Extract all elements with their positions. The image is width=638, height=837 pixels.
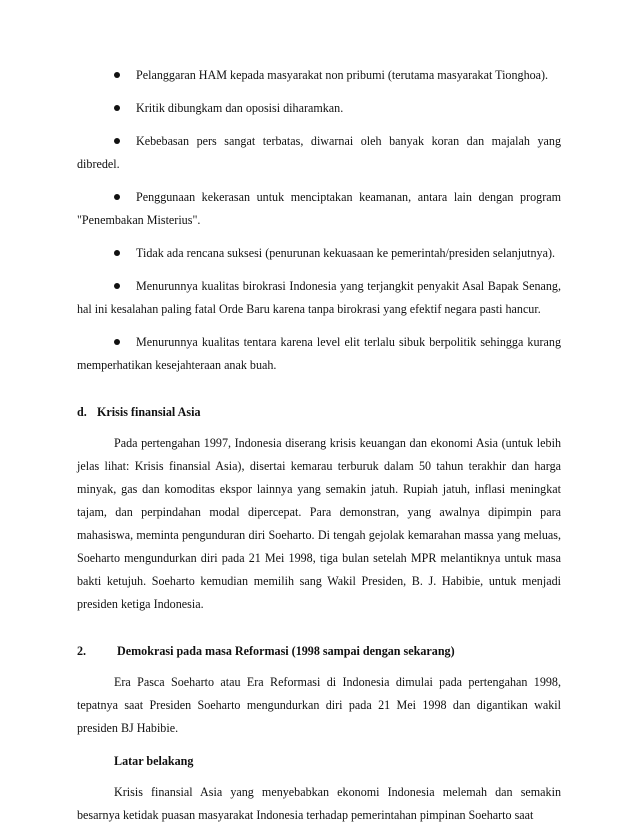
bullet-icon <box>114 283 120 289</box>
subheading-latar-belakang: Latar belakang <box>114 754 194 768</box>
bullet-item <box>77 331 561 377</box>
section-2-number: 2. <box>77 644 87 658</box>
bullet-icon <box>114 194 120 200</box>
section-2-paragraph: Era Pasca Soeharto atau Era Reformasi di Indonesia dimulai pada pertengahan 1998, tepatnya saat Presiden Soeharto mengundurkan diri pada 21 Mei 1998 dan digantikan wakil presiden BJ Habibie. <box>77 675 561 735</box>
section-d-letter: d. <box>77 405 87 419</box>
section-2-heading <box>77 640 561 663</box>
bullet-icon <box>114 339 120 345</box>
bullet-text: Penggunaan kekerasan untuk menciptakan keamanan, antara lain dengan program "Penembakan Misterius". <box>77 190 561 227</box>
section-d-title: Krisis finansial Asia <box>97 405 201 419</box>
bullet-icon <box>114 138 120 144</box>
bullet-text: Kebebasan pers sangat terbatas, diwarnai oleh banyak koran dan majalah yang dibredel. <box>77 134 561 171</box>
bullet-text: Tidak ada rencana suksesi (penurunan kekuasaan ke pemerintah/presiden selanjutnya). <box>136 246 555 260</box>
bullet-text: Menurunnya kualitas tentara karena level elit terlalu sibuk berpolitik sehingga kurang memperhatikan kesejahteraan anak buah. <box>77 335 561 372</box>
bullet-item <box>77 97 561 120</box>
bullet-icon <box>114 72 120 78</box>
section-d-heading <box>77 401 561 424</box>
section-2-title: Demokrasi pada masa Reformasi (1998 sampai dengan sekarang) <box>117 644 455 658</box>
bullet-item <box>77 186 561 232</box>
bullet-text: Kritik dibungkam dan oposisi diharamkan. <box>136 101 344 115</box>
latar-belakang-paragraph: Krisis finansial Asia yang menyebabkan ekonomi Indonesia melemah dan semakin besarnya ketidak puasan masyarakat Indonesia terhadap pemerintahan pimpinan Soeharto saat <box>77 785 561 822</box>
bullet-text: Pelanggaran HAM kepada masyarakat non pribumi (terutama masyarakat Tionghoa). <box>136 68 549 82</box>
bullet-item <box>77 64 561 87</box>
bullet-icon <box>114 105 120 111</box>
bullet-icon <box>114 250 120 256</box>
section-d-paragraph: Pada pertengahan 1997, Indonesia diserang krisis keuangan dan ekonomi Asia (untuk lebih jelas lihat: Krisis finansial Asia), disertai kemarau terburuk dalam 50 tahun terakhir dan harga minyak, gas dan komoditas ekspor lainnya yang semakin jatuh. Rupiah jatuh, inflasi meningkat tajam, dan perpindahan modal dipercepat. Para demonstran, yang awalnya dipimpin para mahasiswa, meminta pengunduran diri Soeharto. Di tengah gejolak kemarahan massa yang meluas, Soeharto mengundurkan diri pada 21 Mei 1998, tiga bulan setelah MPR melantiknya untuk masa bakti ketujuh. Soeharto kemudian memilih sang Wakil Presiden, B. J. Habibie, untuk menjadi presiden ketiga Indonesia. <box>77 436 561 611</box>
bullet-item <box>77 242 561 265</box>
bullet-item <box>77 130 561 176</box>
document-page <box>77 64 561 837</box>
bullet-item <box>77 275 561 321</box>
bullet-text: Menurunnya kualitas birokrasi Indonesia yang terjangkit penyakit Asal Bapak Senang, hal ini kesalahan paling fatal Orde Baru karena tanpa birokrasi yang efektif negara pasti hancur. <box>77 279 561 316</box>
